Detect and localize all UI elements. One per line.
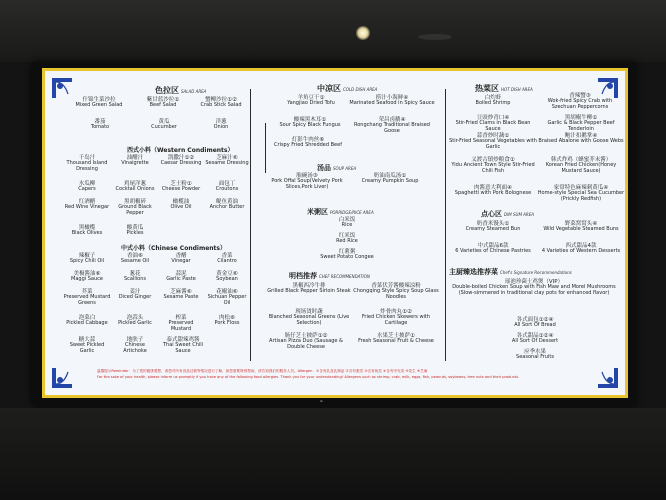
menu-item: 鲍汁扣鹅掌④ Braised Abalone with Goose Webs [538,133,624,145]
menu-item: 白米饭 Rice [338,217,356,229]
menu-item: 黑胡椒牛柳① Garlic & Black Pepper Beef Tenderloin [547,115,615,133]
cold-dish-header: 中凉区 COLD DISH AREA [317,84,378,93]
menu-item: 韩式炸鸡（蜂蜜芥末酱） Korean Fried Chicken(Honey Mustard Sauce) [545,157,617,175]
menu-item: 西式甜品4款 4 Varieties of Western Desserts [541,243,621,255]
menu-item: 辣椒子 Spicy Chili Oil [69,253,105,265]
menu-item: 黑椒西冷牛排 Grilled Black Pepper Sirloin Steak [267,283,351,295]
menu-item: 芝麻酱⑥ Sesame Paste [163,289,199,301]
hot-dish-header: 热菜区 HOT DISH AREA [475,84,533,93]
menu-item: 香菜 Cilantro [217,253,237,265]
menu-item: 鸡尾洋葱 Cocktail Onions [115,181,155,193]
menu-item: 泡蒜头 Pickled Garlic [118,315,152,327]
porridge-header: 米粥区 PORRIDGE/RICE AREA [307,208,374,216]
menu-item: 榨菜 Preserved Mustard [168,315,194,333]
menu-item: 香醋 Vinegar [171,253,191,265]
menu-item: 黄瓜 Cucumber [151,119,177,131]
menu-item: 白灼虾 Boiled Shrimp [475,95,511,107]
floor [0,408,666,500]
menu-item: 蒜香炒时蔬① Stir-Fried Seasonal Vegetables with Garlic [449,133,537,151]
menu-item: 泡菜白 Pickled Cabbage [66,315,108,327]
menu-item: 水果芝士披萨① Fresh Seasonal Fruit & Cheese [358,333,434,345]
chinese-condiments-header: 中式小料（Chinese Condiments） [121,245,226,252]
menu-item: 羊角豆干① Yangjiao Dried Tofu [287,95,335,107]
corner-ornament-icon [51,367,73,389]
menu-item: 中式甜品6款 6 Varieties of Chinese Pastries [455,243,531,255]
ceiling-lamp [356,26,370,40]
column-divider [265,123,266,173]
menu-item: 什锦生菜沙拉 Mixed Green Salad [75,97,123,109]
menu-item: 应季水果 Seasonal Fruits [516,349,554,361]
menu-item: 鳀鱼黄油 Anchor Butter [209,199,245,211]
menu-item: 芝麻汁⑥ Sesame Dressing [205,155,249,167]
menu-item: 泰式甜辣鸡酱 Thai Sweet Chili Sauce [162,337,204,355]
menu-item: 芥菜 Preserved Mustard Greens [63,289,111,307]
signature-header: 主厨臻选推荐菜 Chef's Signature Recommendations [449,268,572,276]
corner-ornament-icon [51,77,73,99]
menu-item: 芝士粉① Cheese Powder [161,181,201,193]
menu-item: 洋葱 Onion [213,119,229,131]
menu-item: 奶香米馒头① Creamy Steamed Bun [465,221,521,233]
menu-item: 瑶池珍菌土鸡煲（VIP） Double-boiled Chicken Soup with Fish Maw and Morel Mushrooms (Slow-simmered in traditional clay pots for enhanced flavor) [452,279,616,297]
allergen-reminder-english: For the sake of your health, please inform us promptly if you have any of the following food allergies. Thank you for your understanding! Allergens such as shrimp, crab, milk, eggs, fish, peanuts, soybeans, tree nuts and their products. [97,375,520,379]
menu-item: 葱花 Scallions [124,271,146,283]
soup-header: 汤品 SOUP AREA [317,164,357,172]
menu-item: 蟹柳沙拉①② Crab Stick Salad [200,97,242,109]
menu-item: 灯影牛肉丝⑥ Crispy Fried Shredded Beef [274,137,342,149]
menu-item: 花椒油⑥ Sichuan Pepper Oil [207,289,247,307]
menu-item: 红米饭 Red Rice [336,233,358,245]
menu-item: 各式甜品①②④ All Sort Of Dessert [511,333,559,345]
menu-item: 家常特色麻辣刺黄瓜④ Home-style Special Sea Cucumber (Prickly Redfish) [537,185,625,203]
menu-item: 姜汁 Diced Ginger [118,289,152,301]
allergen-reminder: 温馨提示Reminder：为了您的健康着想，请您对所有食品过敏等情况进行了解，如您需要特别帮助，请告知我们的服务人员。Allergen：①含有乳及乳制品 ②含有蛋类 ③含有鱼类 ④含有甲壳类 ⑤花生 ⑥芝麻 [97,369,428,373]
menu-item: 捞汁小海鲜④ Marinated Seafood in Spicy Sauce [349,95,435,107]
menu-item: 红酒醋 Red Wine Vinegar [64,199,110,211]
menu-item: 蒜泥 Garlic Paste [166,271,196,283]
column-divider [445,89,446,361]
menu-item: 水瓜柳 Capers [78,181,96,193]
menu-item: 肠仔芝士披萨①② Artisan Pizza Duo (Sausage & Double Cheese [269,333,343,351]
menu-item: 黄金豆⑥ Soybean [216,271,238,283]
menu-item: 炸骨肉丸①② Fried Chicken Skewers with Cartilage [361,309,431,327]
menu-item: 糖大蒜 Sweet Pickled Garlic [69,337,105,355]
menu-item: 红薯粥 Sweet Potato Congee [320,249,374,261]
menu-item: 胎碗汤③ Pork Offal Soup(Velvety Pork Slices,Pork Liver) [271,173,343,191]
menu-item: 香油⑥ Sesame Oil [120,253,150,265]
menu-item: 紫甘蓝沙拉① Beef Salad [146,97,180,109]
menu-item: 野菜窝窝头④ Wild Vegetable Steamed Buns [543,221,619,233]
menu-board [42,68,628,398]
menu-item: 豆豉炒青口④ Stir-Fried Clams in Black Bean Sauce [455,115,531,133]
menu-item: 橄榄油 Olive Oil [170,199,192,211]
ceiling [0,0,666,62]
column-divider [250,89,251,361]
salad-header: 色拉区 SALAD AREA [155,86,207,95]
menu-item: 酸辣黑木耳① Sour Spicy Black Fungus [279,117,341,129]
menu-item: 黑橄榄 Black Olives [71,225,103,237]
menu-item: 各式面包①②④ All Sort Of Bread [514,317,556,329]
menu-item: 肉酱意大利面④ Spaghetti with Pork Bolognese [454,185,532,197]
menu-item: 奶油南瓜汤① Creamy Pumpkin Soup [361,173,419,185]
menu-item: 香菜伏芳酱酸辣凉粉 Chongqing Style Spicy Soup Glass Noodles [353,283,439,301]
dim-sum-header: 点心区 DIM SUM AREA [481,210,534,218]
menu-item: 油醋汁 Vinaigrette [121,155,149,167]
menu-item: 地肤子 Chinese Artichoke [123,337,147,355]
menu-item: 肉松⑥ Pork Floss [214,315,240,327]
menu-item: 黑胡椒碎 Ground Black Pepper [118,199,152,217]
menu-item: 酸黄瓜 Pickles [126,225,144,237]
menu-item: 番茄 Tomato [90,119,110,131]
menu-item: 香辣蟹③ Wok-fried Spicy Crab with Szechuan Peppercorns [547,93,613,111]
menu-item: 千岛汁 Thousand Island Dressing [66,155,108,173]
menu-item: 面包丁 Croutons [215,181,239,193]
menu-item: 美极酱油⑥ Maggi Sauce [71,271,103,283]
menu-item: 现场烫时蔬 Blanched Seasonal Greens (Live Selection) [268,309,350,327]
western-condiments-header: 西式小料（Western Condiments） [127,147,234,154]
menu-item: 荣昌卤鹅④ Rongchang Traditional Braised Goose [354,117,430,135]
chef-recommendation-header: 明档推荐 CHEF RECOMMENDATION [289,272,370,280]
ceiling-reflection [418,34,452,40]
tv-brand-mark: ▬ [320,399,323,403]
menu-item: 凯撒汁①② Caesar Dressing [160,155,202,167]
menu-item: 义渡古镇炒粮食① Yidu Ancient Town Style Stir-Fried Chili Fish [451,157,535,175]
